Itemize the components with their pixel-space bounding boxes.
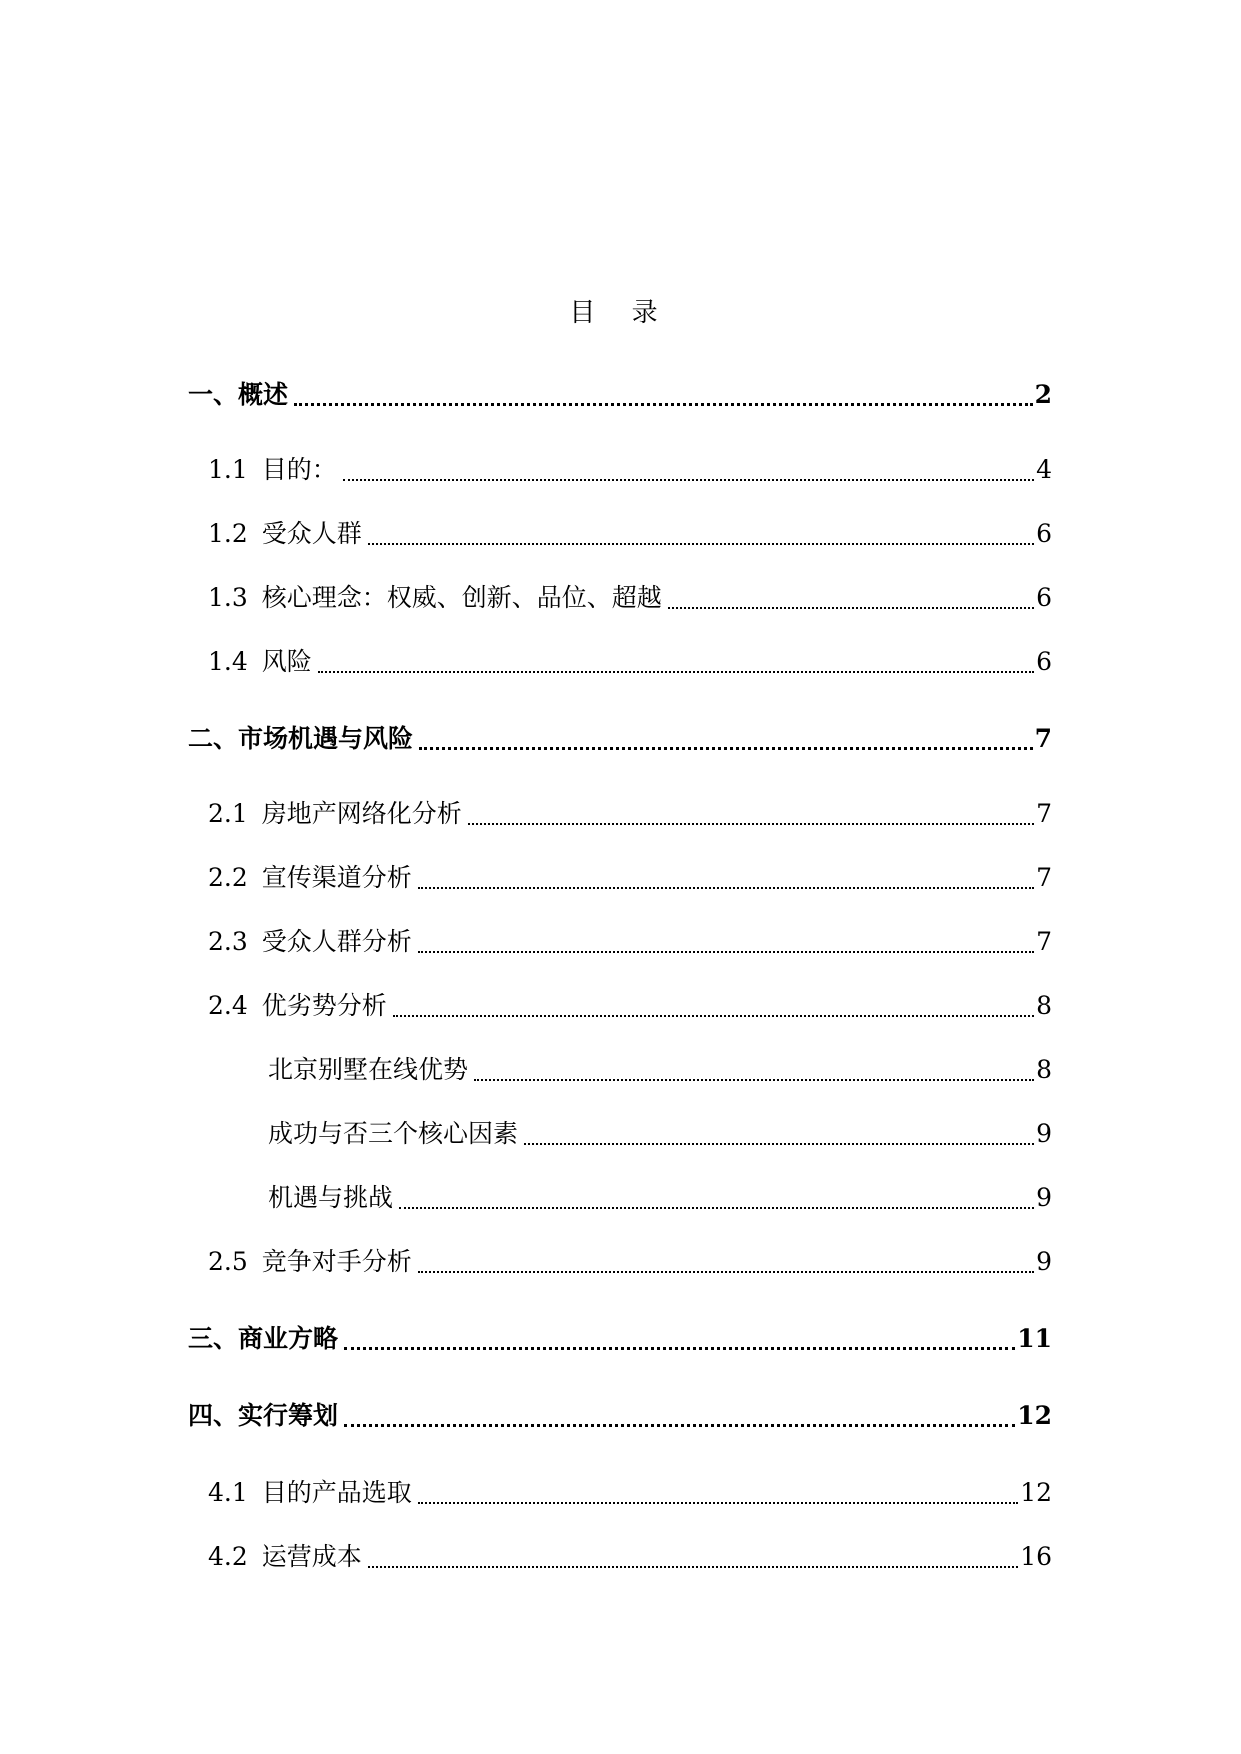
toc-entry-2-1[interactable] <box>188 794 1052 830</box>
toc-entry-label: 商业方略 <box>238 1324 339 1353</box>
dot-leader <box>418 887 1034 889</box>
dot-leader <box>418 1502 1018 1504</box>
toc-entry-label: 受众人群 <box>261 519 362 548</box>
toc-entry-page: 7 <box>1034 724 1052 753</box>
dot-leader <box>419 747 1033 750</box>
dot-leader <box>294 403 1033 406</box>
toc-entry-page: 6 <box>1036 647 1052 676</box>
toc-entry-page: 6 <box>1036 583 1052 612</box>
toc-entry-number: 2.1 <box>208 799 248 828</box>
toc-entry-number: 三、 <box>188 1324 239 1353</box>
toc-entry-1-1[interactable] <box>188 450 1052 486</box>
toc-entry-page: 12 <box>1017 1401 1052 1430</box>
toc-entry-label: 风险 <box>261 647 312 676</box>
dot-leader <box>344 1424 1015 1427</box>
toc-entry-2-4-c[interactable] <box>188 1178 1052 1214</box>
toc-entry-number: 1.3 <box>208 583 248 612</box>
toc-entry-label: 概述 <box>238 380 289 409</box>
toc-entry-2-5[interactable] <box>188 1242 1052 1278</box>
toc-entry-page: 7 <box>1036 927 1052 956</box>
dot-leader <box>368 1566 1018 1568</box>
toc-entry-number: 4.1 <box>208 1478 248 1507</box>
toc-entry-label: 受众人群分析 <box>261 927 412 956</box>
toc-entry-1-3[interactable] <box>188 578 1052 614</box>
toc-entry-page: 4 <box>1036 455 1052 484</box>
toc-entry-2-4-b[interactable] <box>188 1114 1052 1150</box>
toc-entry-number: 1.4 <box>208 647 248 676</box>
toc-entry-1[interactable] <box>188 375 1052 411</box>
toc-entry-page: 2 <box>1034 380 1052 409</box>
toc-entry-number: 2.3 <box>208 927 248 956</box>
toc-entry-number: 1.1 <box>208 455 248 484</box>
toc-entry-number: 2.5 <box>208 1247 248 1276</box>
toc-entry-page: 6 <box>1036 519 1052 548</box>
toc-entry-number: 1.2 <box>208 519 248 548</box>
dot-leader <box>399 1207 1034 1209</box>
toc-entry-4-1[interactable] <box>188 1473 1052 1509</box>
dot-leader <box>418 1271 1034 1273</box>
toc-entry-label: 房地产网络化分析 <box>261 799 462 828</box>
toc-entry-page: 11 <box>1017 1324 1052 1353</box>
toc-entry-page: 9 <box>1036 1183 1052 1212</box>
toc-entry-page: 12 <box>1020 1478 1052 1507</box>
toc-entry-2-3[interactable] <box>188 922 1052 958</box>
toc-entry-label: 竞争对手分析 <box>261 1247 412 1276</box>
toc-entry-number: 2.2 <box>208 863 248 892</box>
toc-entry-page: 8 <box>1036 1055 1052 1084</box>
toc-entry-number: 2.4 <box>208 991 248 1020</box>
toc-entry-2-4[interactable] <box>188 986 1052 1022</box>
toc-entry-4[interactable] <box>188 1396 1052 1432</box>
toc-entry-label: 核心理念：权威、创新、品位、超越 <box>261 583 662 612</box>
toc-entry-page: 7 <box>1036 799 1052 828</box>
dot-leader <box>318 671 1034 673</box>
toc-entry-number: 4.2 <box>208 1542 248 1571</box>
toc-entry-page: 16 <box>1020 1542 1052 1571</box>
dot-leader <box>393 1015 1034 1017</box>
toc-entry-label: 成功与否三个核心因素 <box>268 1119 519 1148</box>
toc-entry-1-4[interactable] <box>188 642 1052 678</box>
toc-entry-2-4-a[interactable] <box>188 1050 1052 1086</box>
toc-entry-label: 实行筹划 <box>238 1401 339 1430</box>
toc-entry-page: 8 <box>1036 991 1052 1020</box>
dot-leader <box>343 479 1034 481</box>
dot-leader <box>468 823 1034 825</box>
dot-leader <box>474 1079 1034 1081</box>
toc-entry-3[interactable] <box>188 1319 1052 1355</box>
dot-leader <box>668 607 1034 609</box>
toc-entry-label: 机遇与挑战 <box>268 1183 394 1212</box>
toc-entry-label: 运营成本 <box>261 1542 362 1571</box>
toc-entry-2[interactable] <box>188 719 1052 755</box>
toc-entry-label: 市场机遇与风险 <box>238 724 414 753</box>
toc-entry-label: 北京别墅在线优势 <box>268 1055 469 1084</box>
toc-entry-4-2[interactable] <box>188 1537 1052 1573</box>
toc-entry-1-2[interactable] <box>188 514 1052 550</box>
toc-entry-number: 二、 <box>188 724 239 753</box>
toc-entry-page: 9 <box>1036 1247 1052 1276</box>
toc-entry-number: 一、 <box>188 380 239 409</box>
dot-leader <box>344 1347 1015 1350</box>
toc-title: 目 录 <box>569 298 672 328</box>
toc-entry-label: 目的产品选取 <box>261 1478 412 1507</box>
toc-entry-page: 9 <box>1036 1119 1052 1148</box>
dot-leader <box>524 1143 1034 1145</box>
toc-entry-label: 目的： <box>261 455 337 484</box>
dot-leader <box>368 543 1034 545</box>
toc-entry-2-2[interactable] <box>188 858 1052 894</box>
toc-entry-label: 宣传渠道分析 <box>261 863 412 892</box>
toc-entry-page: 7 <box>1036 863 1052 892</box>
dot-leader <box>418 951 1034 953</box>
toc-entry-number: 四、 <box>188 1401 239 1430</box>
toc-entry-label: 优劣势分析 <box>261 991 387 1020</box>
